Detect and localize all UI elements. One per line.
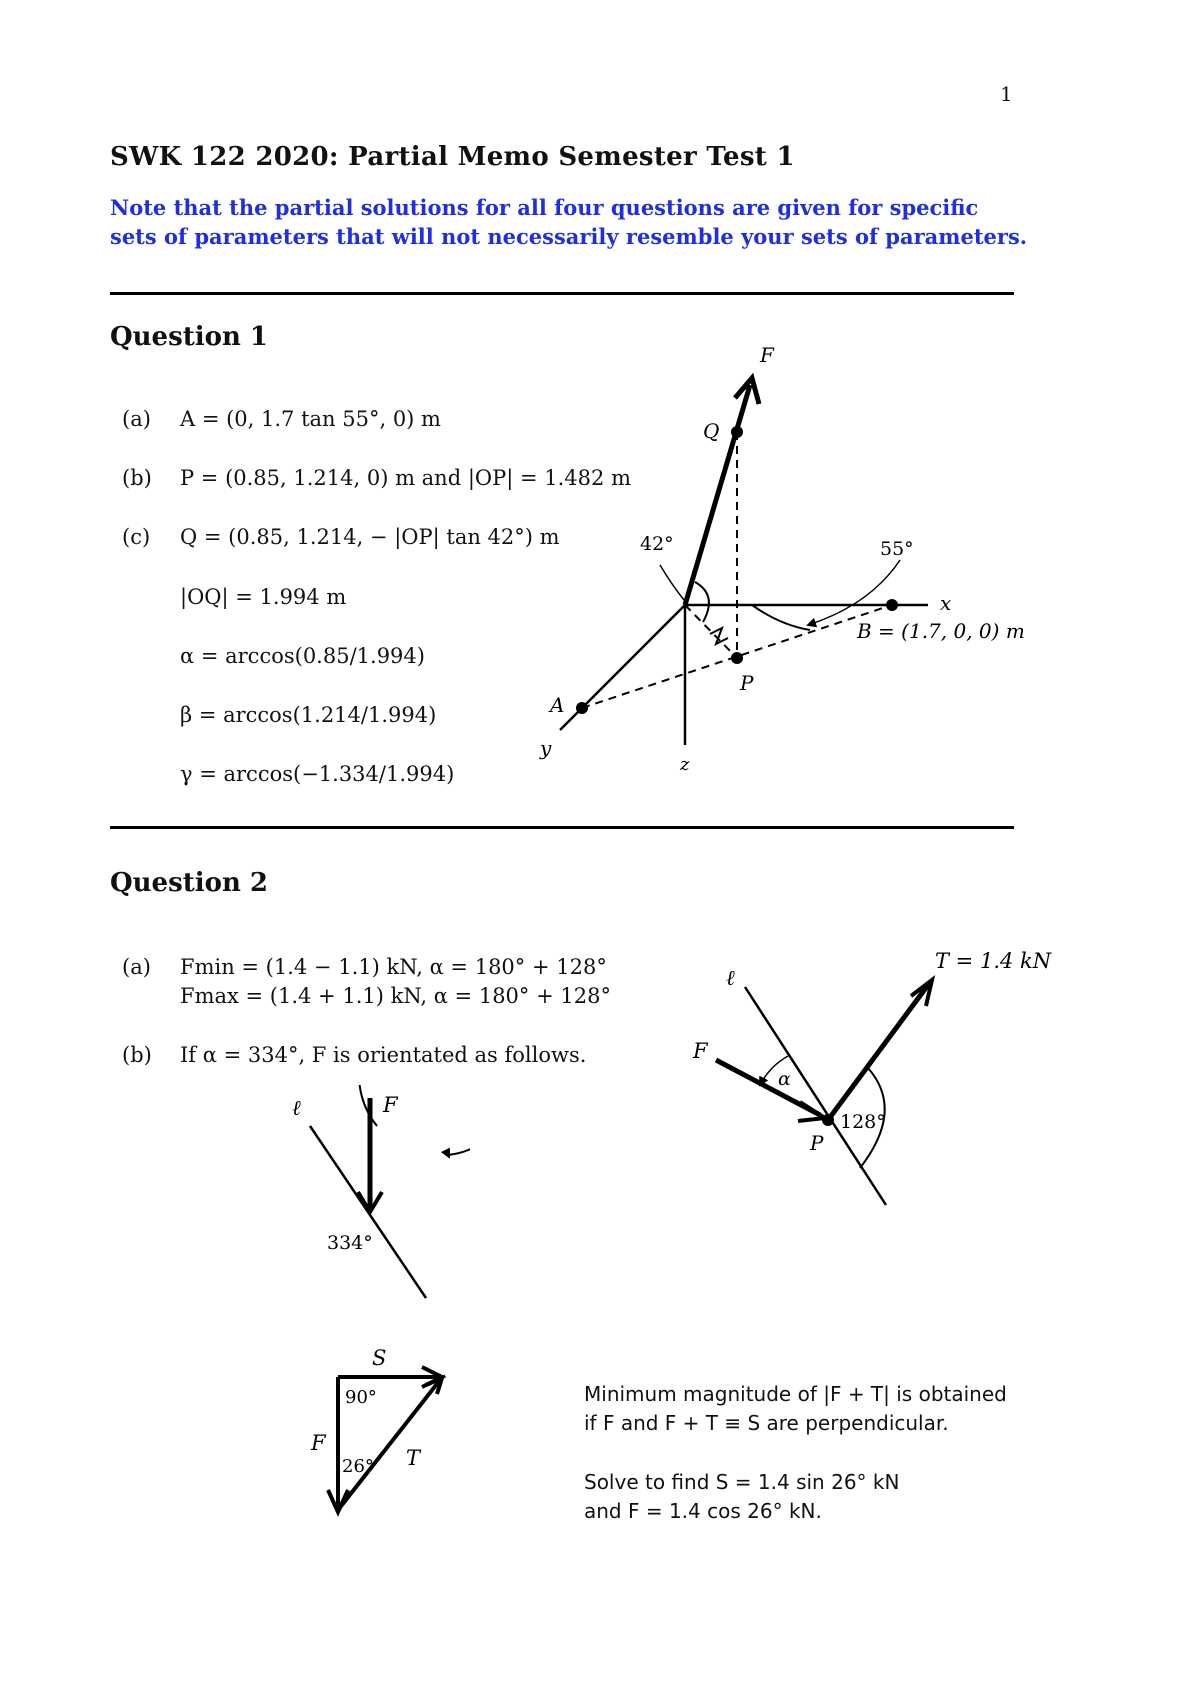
point-B <box>886 599 898 611</box>
angle-55-arc <box>752 605 810 630</box>
angle-334-arrow <box>448 1155 449 1157</box>
q1-a-text: A = (0, 1.7 tan 55°, 0) m <box>180 407 441 431</box>
point-Q <box>731 426 743 438</box>
q2-circle-figure <box>270 1085 470 1305</box>
label-B: B = (1.7, 0, 0) m <box>857 619 1025 643</box>
q1-part-a <box>122 407 441 431</box>
point-P <box>731 652 743 664</box>
label-P: P <box>810 1131 824 1155</box>
q1-oq: |OQ| = 1.994 m <box>180 585 347 609</box>
label-P: P <box>740 671 754 695</box>
q1-beta: β = arccos(1.214/1.994) <box>180 703 437 727</box>
q1-c-text: Q = (0.85, 1.214, − |OP| tan 42°) m <box>180 525 560 549</box>
dashed-OP <box>685 605 737 658</box>
label-A: A <box>550 693 565 717</box>
q2-text-line-4: and F = 1.4 cos 26° kN. <box>584 1499 822 1523</box>
label-42: 42° <box>640 533 674 555</box>
q1-figure <box>520 330 1060 790</box>
label-90: 90° <box>345 1387 377 1408</box>
label-Q: Q <box>703 419 720 443</box>
force-T-arrow <box>828 985 928 1120</box>
label-S: S <box>372 1346 387 1370</box>
q2-text-line-1: Minimum magnitude of |F + T| is obtained <box>584 1382 1007 1406</box>
note-line-1: Note that the partial solutions for all four questions are given for specific <box>110 195 979 220</box>
q2-a2-text: Fmax = (1.4 + 1.1) kN, α = 180° + 128° <box>180 984 611 1008</box>
label-y: y <box>540 736 552 760</box>
point-A <box>576 702 588 714</box>
q2-text-line-3: Solve to find S = 1.4 sin 26° kN <box>584 1470 900 1494</box>
label-F: F <box>760 343 774 367</box>
q2-force-figure <box>680 940 1080 1220</box>
q1-alpha: α = arccos(0.85/1.994) <box>180 644 425 668</box>
q2-a-label: (a) <box>122 955 151 979</box>
q2-text-line-2: if F and F + T ≡ S are perpendicular. <box>584 1411 949 1435</box>
q2-b-label: (b) <box>122 1043 152 1067</box>
label-F: F <box>383 1093 398 1117</box>
force-F-line <box>685 385 750 605</box>
q1-part-c <box>122 525 560 549</box>
label-ell: ℓ <box>726 966 735 990</box>
question-2-heading: Question 2 <box>110 868 269 898</box>
question-1-heading: Question 1 <box>110 322 269 352</box>
divider-middle <box>110 826 1014 829</box>
q1-c-label: (c) <box>122 525 151 549</box>
q2-triangle-figure <box>300 1340 470 1520</box>
angle-42-leader <box>660 565 684 600</box>
page-number: 1 <box>1000 82 1013 106</box>
label-334: 334° <box>327 1232 373 1254</box>
line-ell <box>745 987 886 1205</box>
point-P <box>822 1114 834 1126</box>
note-line-2: sets of parameters that will not necessarily resemble your sets of parameters. <box>110 224 1028 249</box>
page-title: SWK 122 2020: Partial Memo Semester Test 1 <box>110 142 795 172</box>
q1-b-label: (b) <box>122 466 152 490</box>
label-T: T <box>406 1446 421 1470</box>
label-F: F <box>693 1039 708 1063</box>
label-ell: ℓ <box>292 1096 301 1120</box>
right-angle-mark <box>710 628 728 644</box>
label-alpha: α <box>778 1068 791 1090</box>
label-T: T = 1.4 kN <box>935 949 1052 973</box>
q1-gamma: γ = arccos(−1.334/1.994) <box>180 762 455 786</box>
label-26: 26° <box>342 1456 374 1477</box>
q1-b-text: P = (0.85, 1.214, 0) m and |OP| = 1.482 m <box>180 466 631 490</box>
q2-b-text: If α = 334°, F is orientated as follows. <box>180 1043 587 1067</box>
label-x: x <box>940 591 952 615</box>
label-128: 128° <box>840 1111 886 1133</box>
divider-top <box>110 292 1014 295</box>
q1-a-label: (a) <box>122 407 151 431</box>
label-F: F <box>311 1431 326 1455</box>
label-55: 55° <box>880 538 914 560</box>
angle-55-leader <box>808 560 900 625</box>
q2-a1-text: Fmin = (1.4 − 1.1) kN, α = 180° + 128° <box>180 955 607 979</box>
angle-334-arc <box>359 1085 470 1155</box>
q2-part-b <box>122 1043 586 1067</box>
label-z: z <box>680 754 690 775</box>
q2-part-a-1 <box>122 955 607 979</box>
